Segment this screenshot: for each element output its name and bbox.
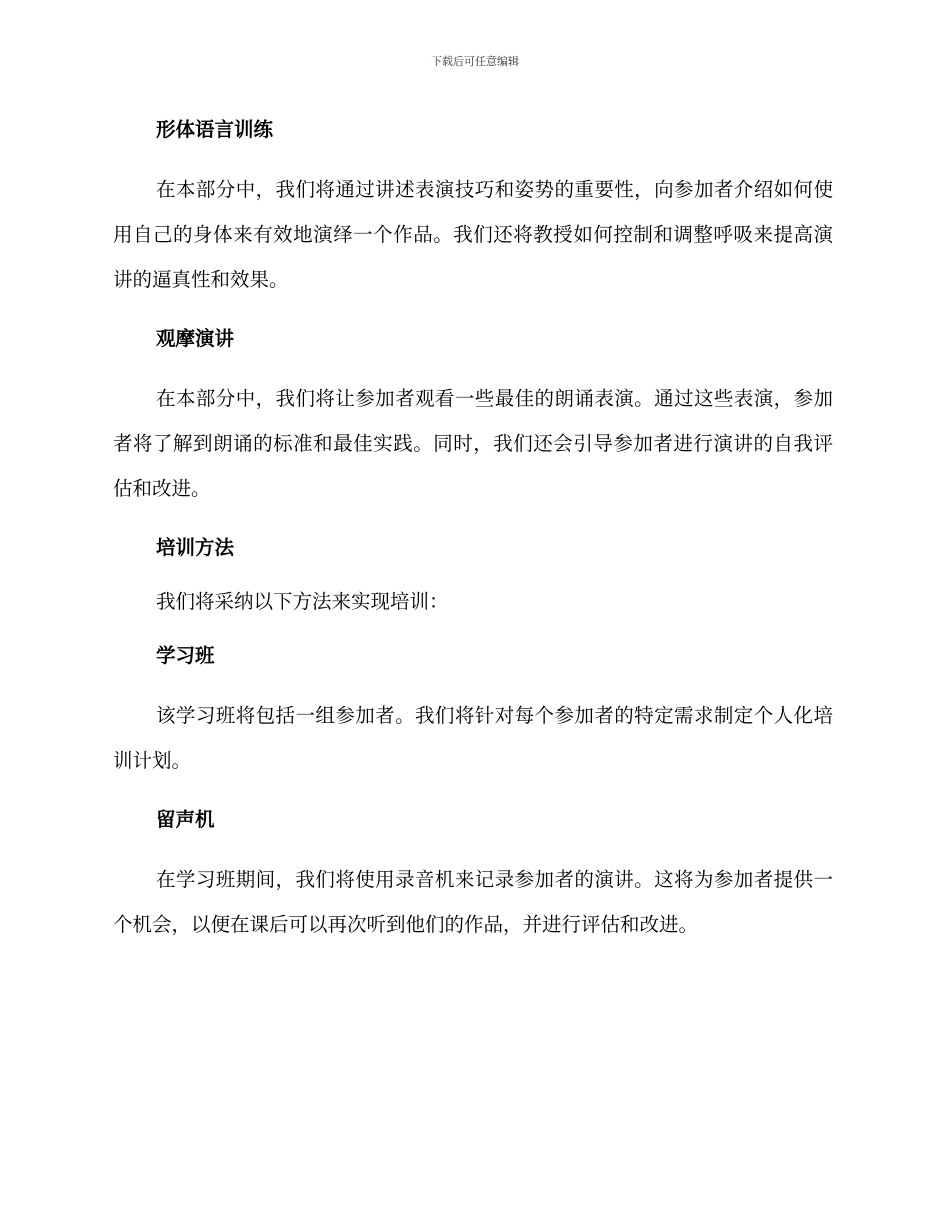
section-heading-study-class: 学习班: [156, 644, 215, 667]
section-heading-body-language: 形体语言训练: [156, 118, 274, 141]
document-body: [113, 113, 833, 967]
section-heading-phonograph: 留声机: [156, 808, 215, 831]
section-paragraph-phonograph: 在学习班期间，我们将使用录音机来记录参加者的演讲。这将为参加者提供一个机会，以便在课后可以再次听到他们的作品，并进行评估和改进。: [113, 868, 833, 936]
section-heading-observe-speeches: 观摩演讲: [156, 327, 235, 350]
section-paragraph-study-class: 该学习班将包括一组参加者。我们将针对每个参加者的特定需求制定个人化培训计划。: [113, 704, 833, 772]
section-heading-training-methods: 培训方法: [156, 536, 235, 559]
page-header-note: 下载后可任意编辑: [431, 55, 519, 68]
section-paragraph-observe-speeches: 在本部分中，我们将让参加者观看一些最佳的朗诵表演。通过这些表演，参加者将了解到朗诵的标准和最佳实践。同时，我们还会引导参加者进行演讲的自我评估和改进。: [113, 387, 833, 500]
section-paragraph-body-language: 在本部分中，我们将通过讲述表演技巧和姿势的重要性，向参加者介绍如何使用自己的身体来有效地演绎一个作品。我们还将教授如何控制和调整呼吸来提高演讲的逼真性和效果。: [113, 178, 833, 291]
section-paragraph-training-methods: 我们将采纳以下方法来实现培训：: [156, 590, 449, 613]
